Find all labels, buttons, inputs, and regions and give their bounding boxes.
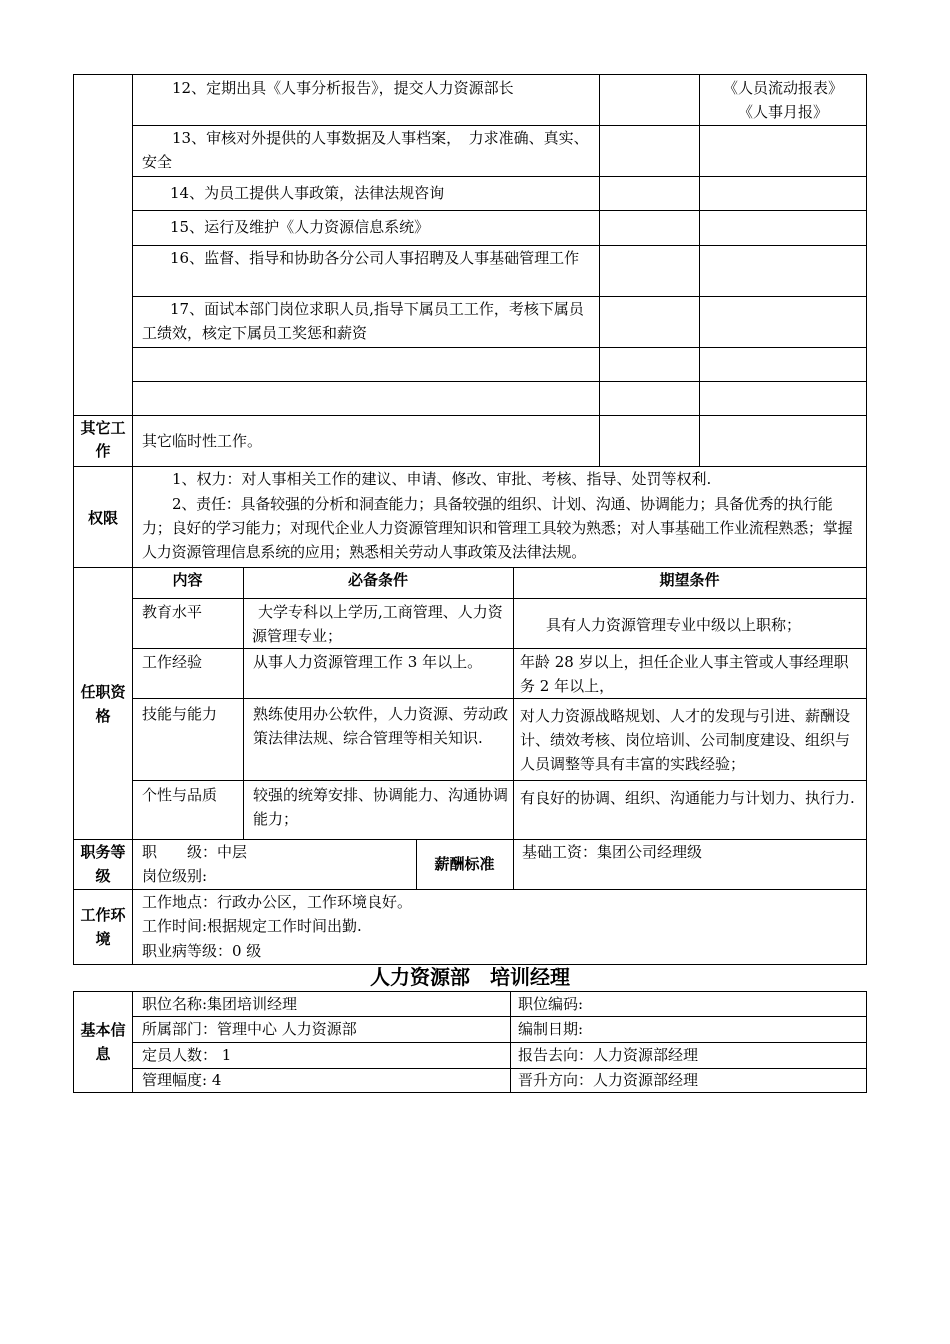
other-work-label: 其它工作	[80, 419, 126, 460]
salary-label: 薪酬标准	[434, 855, 495, 873]
qual-required: 较强的统筹安排、协调能力、沟通协调能力；	[253, 786, 509, 828]
salary-value: 基础工资：集团公司经理级	[522, 843, 703, 861]
duty-row-16: 16、监督、指导和协助各分公司人事招聘及人事基础管理工作	[170, 249, 580, 267]
duty-row-14: 14、为员工提供人事政策，法律法规咨询	[170, 184, 445, 202]
environment-label: 工作环境	[80, 906, 126, 948]
qual-item: 个性与品质	[142, 786, 218, 804]
qual-header-expected: 期望条件	[659, 571, 720, 589]
headcount: 定员人数： 1	[142, 1046, 232, 1064]
qual-required: 熟练使用办公软件，人力资源、劳动政策法律法规、综合管理等相关知识.	[253, 705, 509, 747]
grade-level: 职 级：中层	[142, 843, 248, 861]
env-disease: 职业病等级：0 级	[142, 942, 262, 960]
qual-header-required: 必备条件	[347, 571, 408, 589]
qual-required: 从事人力资源管理工作 3 年以上。	[253, 653, 483, 671]
qual-expected: 有良好的协调、组织、沟通能力与计划力、执行力.	[520, 789, 855, 807]
duty-text: 12、定期出具《人事分析报告》，提交人力资源部长	[172, 79, 514, 97]
section-title: 人力资源部 培训经理	[370, 965, 570, 989]
qual-item: 教育水平	[142, 603, 203, 621]
authority-power: 1、权力：对人事相关工作的建议、申请、修改、审批、考核、指导、处罚等权利.	[172, 470, 712, 488]
qual-expected: 年龄 28 岁以上，担任企业人事主管或人事经理职务 2 年以上，	[520, 653, 849, 695]
qual-expected: 具有人力资源管理专业中级以上职称；	[546, 616, 802, 634]
report-to: 报告去向：人力资源部经理	[518, 1046, 699, 1064]
qualifications-label: 任职资格	[80, 683, 126, 725]
department: 所属部门：管理中心 人力资源部	[142, 1020, 357, 1038]
qual-item: 工作经验	[142, 653, 203, 671]
management-scope: 管理幅度: 4	[142, 1071, 222, 1089]
compile-date: 编制日期:	[518, 1020, 584, 1038]
env-place: 工作地点：行政办公区，工作环境良好。	[142, 893, 413, 911]
duty-row-15: 15、运行及维护《人力资源信息系统》	[170, 218, 430, 236]
other-work-text: 其它临时性工作。	[142, 432, 263, 450]
grade-post-level: 岗位级别:	[142, 867, 208, 885]
basic-info-label: 基本信息	[80, 1021, 126, 1063]
grade-label: 职务等级	[80, 843, 126, 885]
promotion-path: 晋升方向：人力资源部经理	[518, 1071, 699, 1089]
duty-output-line2: 《人事月报》	[737, 103, 828, 121]
authority-label: 权限	[87, 509, 118, 527]
duty-row-17: 17、面试本部门岗位求职人员,指导下属员工工作，考核下属员工绩效，核定下属员工奖惩和薪资	[142, 300, 584, 342]
authority-duty: 2、责任：具备较强的分析和洞查能力；具备较强的组织、计划、沟通、协调能力；具备优秀的执行能力；良好的学习能力；对现代企业人力资源管理知识和管理工具较为熟悉；对人事基础工作业流程熟悉；掌握人力资源管理信息系统的应用；熟悉相关劳动人事政策及法律法规。	[142, 495, 853, 561]
qual-expected: 对人力资源战略规划、人才的发现与引进、薪酬设计、绩效考核、岗位培训、公司制度建设、组织与人员调整等具有丰富的实践经验；	[520, 707, 851, 773]
position-code: 职位编码:	[518, 995, 584, 1013]
duty-row-13: 13、审核对外提供的人事数据及人事档案， 力求准确、真实、安全	[142, 129, 589, 171]
qual-item: 技能与能力	[142, 705, 218, 723]
qual-required: 大学专科以上学历,工商管理、人力资源管理专业；	[252, 603, 503, 645]
position-name: 职位名称:集团培训经理	[142, 995, 298, 1013]
duty-output-line1: 《人员流动报表》	[722, 79, 843, 97]
qual-header-content: 内容	[172, 571, 203, 589]
env-time: 工作时间:根据规定工作时间出勤.	[142, 917, 362, 935]
